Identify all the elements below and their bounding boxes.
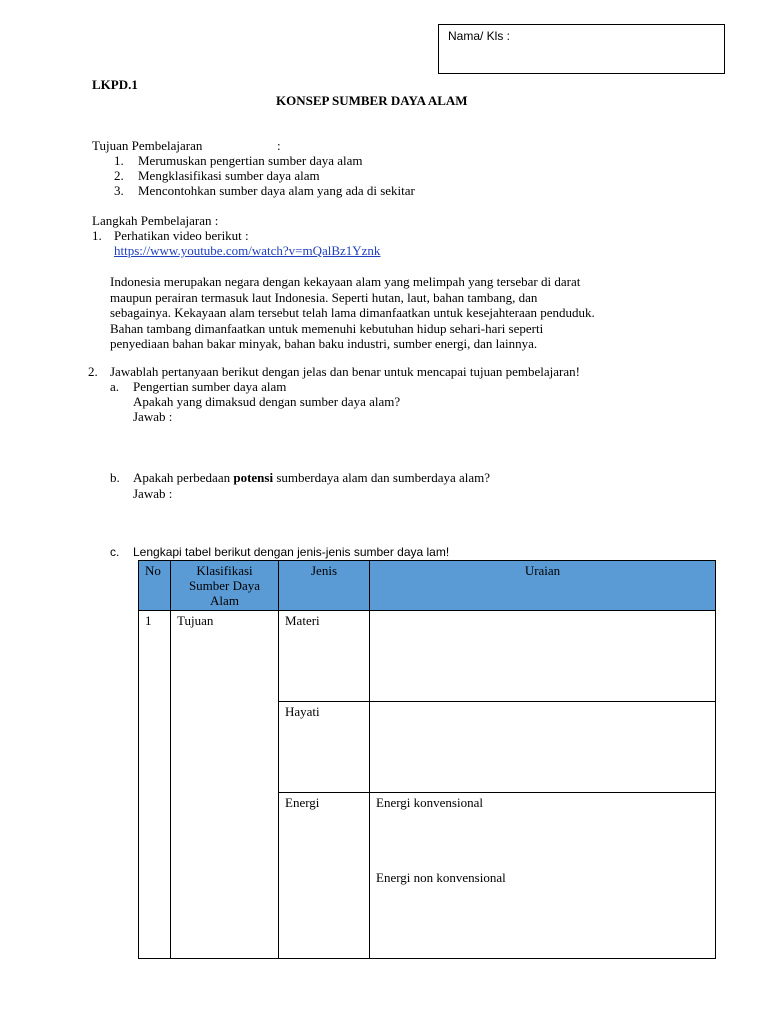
objective-item: Mengklasifikasi sumber daya alam: [138, 168, 320, 183]
paragraph-line: Bahan tambang dimanfaatkan untuk memenuhi kebutuhan hidup sehari-hari seperti: [110, 320, 544, 336]
paragraph-line: sebagainya. Kekayaan alam tersebut telah lama dimanfaatkan untuk kesejahteraan penduduk.: [110, 305, 595, 320]
question-c-letter: c.: [110, 545, 120, 559]
document-code: LKPD.1: [92, 77, 138, 92]
header-jenis: Jenis: [279, 561, 370, 611]
objective-number: 3.: [114, 183, 124, 198]
table-row: [139, 611, 716, 702]
paragraph-line: penyediaan bahan bakar minyak, bahan baku industri, sumber energi, dan lainnya.: [110, 336, 538, 351]
header-klasifikasi-line: Sumber Daya: [188, 578, 261, 593]
cell-jenis-materi: Materi: [279, 611, 370, 702]
cell-jenis-energi: Energi: [279, 793, 370, 959]
step1-text: Perhatikan video berikut :: [114, 228, 249, 243]
objectives-colon: :: [277, 138, 281, 153]
page-title: KONSEP SUMBER DAYA ALAM: [276, 93, 468, 108]
question-b-post: sumberdaya alam dan sumberdaya alam?: [273, 470, 491, 485]
header-uraian: Uraian: [370, 561, 716, 611]
question-b-text: [133, 470, 490, 486]
header-no: No: [139, 561, 171, 611]
question-a-text: Apakah yang dimaksud dengan sumber daya alam?: [133, 394, 401, 409]
name-class-box[interactable]: [438, 24, 725, 74]
objective-item: Merumuskan pengertian sumber daya alam: [138, 153, 363, 168]
resource-table: [138, 560, 716, 959]
header-klasifikasi-line: Alam: [210, 593, 239, 608]
cell-uraian-hayati[interactable]: [370, 702, 716, 793]
name-class-label: Nama/ Kls :: [448, 29, 511, 43]
cell-uraian-materi[interactable]: [370, 611, 716, 702]
header-klasifikasi-line: Klasifikasi: [196, 563, 253, 578]
question-b-bold: potensi: [233, 470, 274, 485]
question-b-pre: Apakah perbedaan: [133, 470, 234, 485]
objective-item: Mencontohkan sumber daya alam yang ada di sekitar: [138, 183, 415, 198]
energi-non-konvensional: Energi non konvensional: [376, 870, 506, 885]
energi-konvensional: Energi konvensional: [376, 795, 483, 810]
table-header-row: [139, 561, 716, 611]
question-c-text: Lengkapi tabel berikut dengan jenis-jenis sumber daya lam!: [133, 545, 450, 559]
cell-no: 1: [139, 611, 171, 959]
objectives-label: Tujuan Pembelajaran: [92, 138, 203, 153]
step-number: 1.: [92, 228, 102, 243]
question-b-letter: b.: [110, 470, 120, 485]
paragraph-line: Indonesia merupakan negara dengan kekayaan alam yang melimpah yang tersebar di darat: [110, 274, 581, 289]
question-a-title: Pengertian sumber daya alam: [133, 379, 287, 394]
objective-number: 1.: [114, 153, 124, 168]
paragraph-line: maupun perairan termasuk laut Indonesia. Seperti hutan, laut, bahan tambang, dan: [110, 289, 538, 305]
video-link[interactable]: https://www.youtube.com/watch?v=mQalBz1Yznk: [114, 243, 381, 258]
cell-klasifikasi: Tujuan: [171, 611, 279, 959]
steps-label: Langkah Pembelajaran :: [92, 213, 219, 228]
step2-text: Jawablah pertanyaan berikut dengan jelas dan benar untuk mencapai tujuan pembelajaran!: [110, 364, 580, 379]
answer-b-label[interactable]: Jawab :: [133, 486, 173, 501]
objective-number: 2.: [114, 168, 124, 183]
spacer: [376, 810, 709, 870]
cell-jenis-hayati: Hayati: [279, 702, 370, 793]
intro-paragraph: [110, 274, 695, 352]
question-a-letter: a.: [110, 379, 120, 394]
step-number: 2.: [88, 364, 98, 379]
header-klasifikasi: [171, 561, 279, 611]
answer-a-label[interactable]: Jawab :: [133, 409, 173, 424]
cell-uraian-energi[interactable]: [370, 793, 716, 959]
